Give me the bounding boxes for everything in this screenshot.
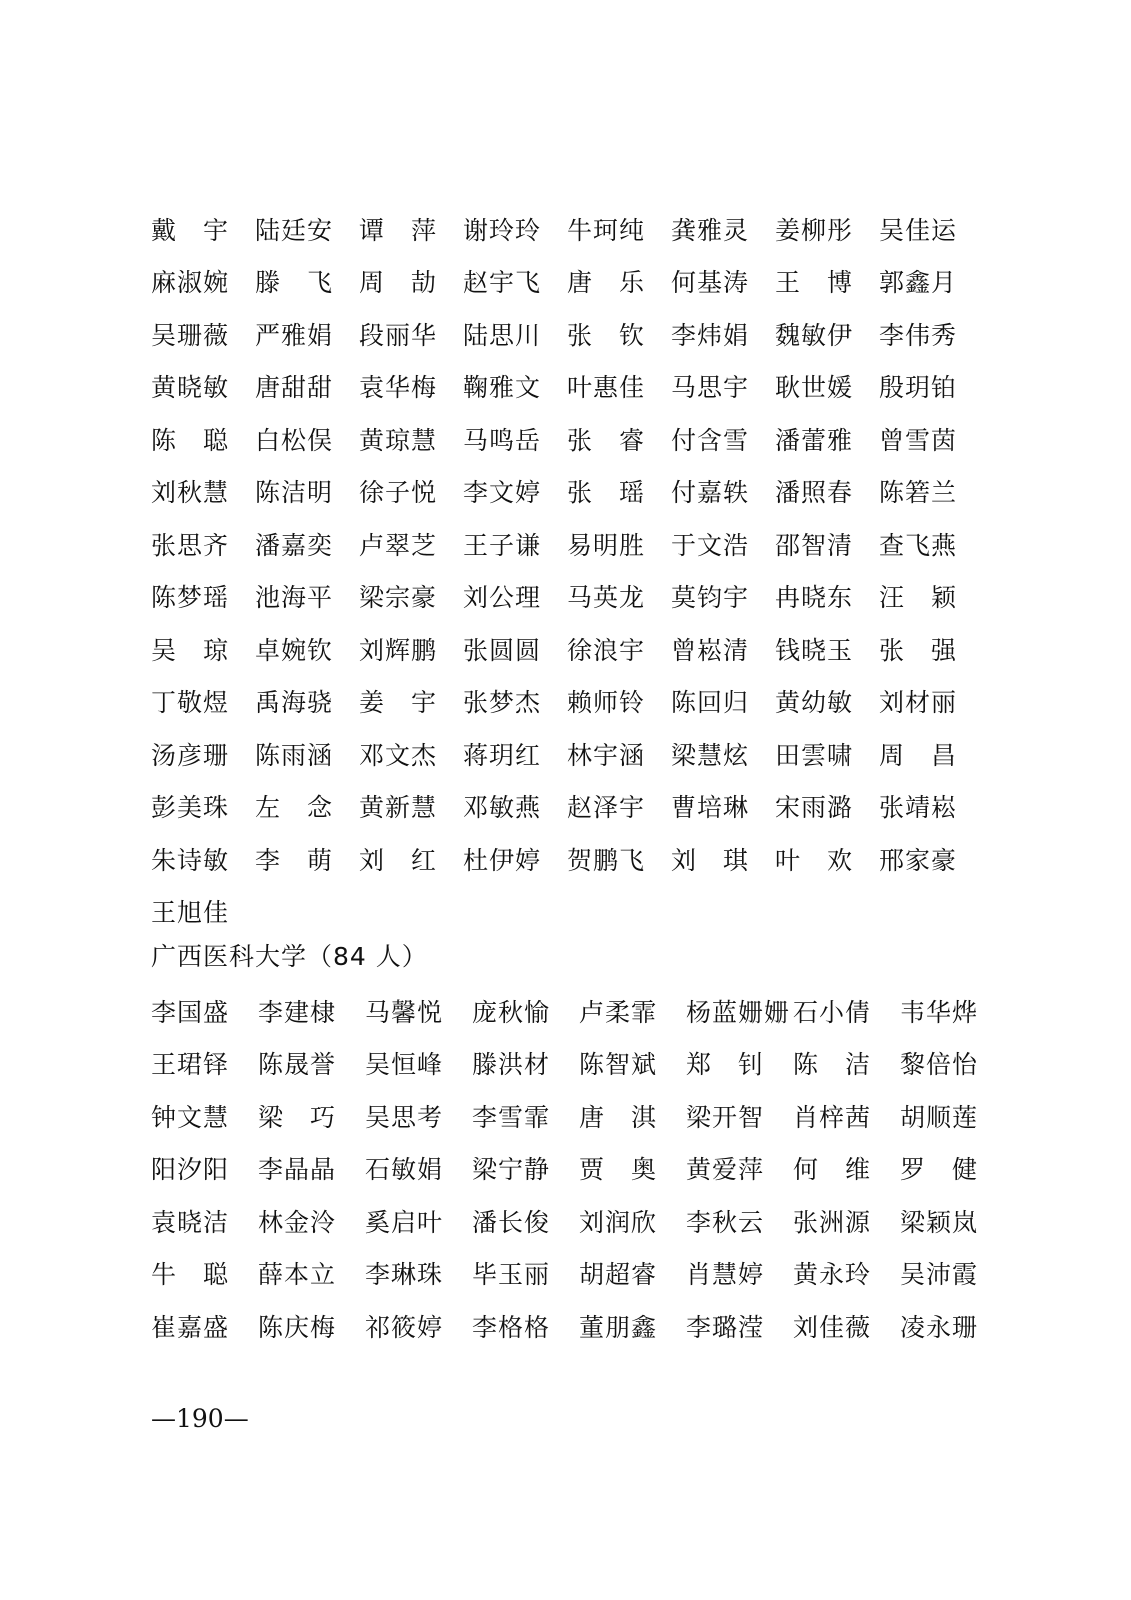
- name-entry: 潘蕾雅: [775, 425, 854, 455]
- name-entry: 易明胜: [567, 530, 646, 560]
- name-entry: 刘材丽: [879, 688, 958, 718]
- name-entry: 吴 琼: [151, 635, 229, 665]
- name-entry: 潘照春: [775, 478, 854, 508]
- name-entry: 唐 乐: [567, 268, 645, 298]
- name-entry: 龚雅灵: [671, 215, 750, 245]
- name-entry: 汪 颖: [879, 583, 957, 613]
- name-entry: 奚启叶: [365, 1207, 444, 1237]
- name-entry: 曾崧清: [671, 635, 750, 665]
- name-entry: 肖慧婷: [686, 1260, 765, 1290]
- name-entry: 唐 淇: [579, 1102, 657, 1132]
- name-entry: 董朋鑫: [579, 1312, 658, 1342]
- name-entry: 肖梓茜: [793, 1102, 872, 1132]
- name-entry: 唐甜甜: [255, 373, 334, 403]
- name-entry: 马馨悦: [365, 997, 444, 1027]
- name-entry: 石敏娟: [365, 1155, 444, 1185]
- name-entry: 冉晓东: [775, 583, 854, 613]
- name-entry: 祁筱婷: [365, 1312, 444, 1342]
- name-entry: 田雲啸: [775, 740, 854, 770]
- name-entry: 付嘉轶: [671, 478, 750, 508]
- name-entry: 于文浩: [671, 530, 750, 560]
- name-entry: 陈智斌: [579, 1050, 658, 1080]
- name-entry: 李晶晶: [258, 1155, 337, 1185]
- name-entry: 禹海骁: [255, 688, 334, 718]
- name-entry: 陈梦瑶: [151, 583, 230, 613]
- name-entry: 张圆圆: [463, 635, 542, 665]
- name-entry: 王旭佳: [151, 898, 230, 928]
- name-entry: 钱晓玉: [775, 635, 854, 665]
- name-entry: 滕洪材: [472, 1050, 551, 1080]
- name-entry: 潘嘉奕: [255, 530, 334, 560]
- name-entry: 陈庆梅: [258, 1312, 337, 1342]
- name-entry: 刘秋慧: [151, 478, 230, 508]
- name-entry: 陈 洁: [793, 1050, 871, 1080]
- name-entry: 刘 琪: [671, 845, 749, 875]
- name-entry: 李文婷: [463, 478, 542, 508]
- name-entry: 庞秋愉: [472, 997, 551, 1027]
- name-entry: 吴沛霞: [900, 1260, 979, 1290]
- name-entry: 严雅娟: [255, 320, 334, 350]
- name-entry: 阳汐阳: [151, 1155, 230, 1185]
- name-entry: 耿世媛: [775, 373, 854, 403]
- name-entry: 付含雪: [671, 425, 750, 455]
- name-entry: 蒋玥红: [463, 740, 542, 770]
- name-entry: 郭鑫月: [879, 268, 958, 298]
- name-entry: 李伟秀: [879, 320, 958, 350]
- name-entry: 黄爱萍: [686, 1155, 765, 1185]
- name-entry: 赵泽宇: [567, 793, 646, 823]
- name-entry: 钟文慧: [151, 1102, 230, 1132]
- name-entry: 黄琼慧: [359, 425, 438, 455]
- name-entry: 曹培琳: [671, 793, 750, 823]
- name-entry: 池海平: [255, 583, 334, 613]
- name-entry: 吴佳运: [879, 215, 958, 245]
- name-entry: 滕 飞: [255, 268, 333, 298]
- name-entry: 贾 奥: [579, 1155, 657, 1185]
- name-entry: 李雪霏: [472, 1102, 551, 1132]
- name-entry: 李琳珠: [365, 1260, 444, 1290]
- name-entry: 刘公理: [463, 583, 542, 613]
- name-entry: 王 博: [775, 268, 853, 298]
- name-entry: 张 瑶: [567, 478, 645, 508]
- name-entry: 潘长俊: [472, 1207, 551, 1237]
- name-entry: 李璐滢: [686, 1312, 765, 1342]
- section-title: 广西医科大学（84 人）: [151, 942, 428, 971]
- name-entry: 陈洁明: [255, 478, 334, 508]
- name-entry: 魏敏伊: [775, 320, 854, 350]
- name-entry: 梁颖岚: [900, 1207, 979, 1237]
- name-entry: 袁晓洁: [151, 1207, 230, 1237]
- name-entry: 刘润欣: [579, 1207, 658, 1237]
- name-entry: 袁华梅: [359, 373, 438, 403]
- name-entry: 张思齐: [151, 530, 230, 560]
- name-entry: 赵宇飞: [463, 268, 542, 298]
- name-entry: 查飞燕: [879, 530, 958, 560]
- name-entry: 叶惠佳: [567, 373, 646, 403]
- name-entry: 张 强: [879, 635, 957, 665]
- name-entry: 卓婉钦: [255, 635, 334, 665]
- name-entry: 周 昌: [879, 740, 957, 770]
- name-entry: 梁 巧: [258, 1102, 336, 1132]
- name-entry: 殷玥铂: [879, 373, 958, 403]
- name-entry: 曾雪茵: [879, 425, 958, 455]
- name-entry: 陆廷安: [255, 215, 334, 245]
- name-entry: 姜 宇: [359, 688, 437, 718]
- name-entry: 黄永玲: [793, 1260, 872, 1290]
- name-entry: 张洲源: [793, 1207, 872, 1237]
- name-entry: 黄晓敏: [151, 373, 230, 403]
- name-entry: 薛本立: [258, 1260, 337, 1290]
- name-entry: 朱诗敏: [151, 845, 230, 875]
- name-entry: 李国盛: [151, 997, 230, 1027]
- name-entry: 周 劼: [359, 268, 437, 298]
- name-entry: 王珺铎: [151, 1050, 230, 1080]
- name-entry: 鞠雅文: [463, 373, 542, 403]
- name-entry: 麻淑婉: [151, 268, 230, 298]
- name-entry: 吴恒峰: [365, 1050, 444, 1080]
- name-entry: 陆思川: [463, 320, 542, 350]
- name-entry: 黄幼敏: [775, 688, 854, 718]
- name-entry: 宋雨潞: [775, 793, 854, 823]
- name-entry: 丁敬煜: [151, 688, 230, 718]
- name-entry: 陈雨涵: [255, 740, 334, 770]
- name-entry: 王子谦: [463, 530, 542, 560]
- name-entry: 石小倩: [793, 997, 872, 1027]
- name-entry: 毕玉丽: [472, 1260, 551, 1290]
- name-entry: 崔嘉盛: [151, 1312, 230, 1342]
- name-entry: 谢玲玲: [463, 215, 542, 245]
- name-entry: 李建棣: [258, 997, 337, 1027]
- name-entry: 梁慧炫: [671, 740, 750, 770]
- name-entry: 何基涛: [671, 268, 750, 298]
- name-entry: 陈回归: [671, 688, 750, 718]
- name-entry: 吴珊薇: [151, 320, 230, 350]
- name-entry: 马鸣岳: [463, 425, 542, 455]
- name-entry: 李 萌: [255, 845, 333, 875]
- name-entry: 赖师铃: [567, 688, 646, 718]
- name-entry: 牛 聪: [151, 1260, 229, 1290]
- name-entry: 邓文杰: [359, 740, 438, 770]
- name-entry: 黄新慧: [359, 793, 438, 823]
- name-entry: 邵智清: [775, 530, 854, 560]
- name-entry: 李秋云: [686, 1207, 765, 1237]
- name-entry: 邓敏燕: [463, 793, 542, 823]
- name-entry: 吴思考: [365, 1102, 444, 1132]
- name-entry: 杨蓝姗姗: [686, 997, 791, 1027]
- name-entry: 张 钦: [567, 320, 645, 350]
- name-entry: 卢翠芝: [359, 530, 438, 560]
- name-entry: 胡超睿: [579, 1260, 658, 1290]
- name-entry: 邢家豪: [879, 845, 958, 875]
- name-entry: 马思宇: [671, 373, 750, 403]
- name-entry: 白松俣: [255, 425, 334, 455]
- name-entry: 刘辉鹏: [359, 635, 438, 665]
- name-entry: 黎倍怡: [900, 1050, 979, 1080]
- name-entry: 彭美珠: [151, 793, 230, 823]
- name-entry: 张梦杰: [463, 688, 542, 718]
- name-entry: 罗 健: [900, 1155, 978, 1185]
- page-number: —190—: [151, 1404, 249, 1433]
- name-entry: 马英龙: [567, 583, 646, 613]
- name-entry: 李格格: [472, 1312, 551, 1342]
- name-entry: 梁宁静: [472, 1155, 551, 1185]
- name-entry: 林宇涵: [567, 740, 646, 770]
- name-entry: 梁开智: [686, 1102, 765, 1132]
- name-entry: 戴 宇: [151, 215, 229, 245]
- name-entry: 徐浪宇: [567, 635, 646, 665]
- name-entry: 左 念: [255, 793, 333, 823]
- name-entry: 张靖崧: [879, 793, 958, 823]
- name-entry: 林金泠: [258, 1207, 337, 1237]
- name-entry: 胡顺莲: [900, 1102, 979, 1132]
- name-entry: 姜柳彤: [775, 215, 854, 245]
- name-entry: 何 维: [793, 1155, 871, 1185]
- name-entry: 牛珂纯: [567, 215, 646, 245]
- name-entry: 凌永珊: [900, 1312, 979, 1342]
- name-entry: 徐子悦: [359, 478, 438, 508]
- name-entry: 叶 欢: [775, 845, 853, 875]
- name-entry: 陈 聪: [151, 425, 229, 455]
- name-entry: 卢柔霏: [579, 997, 658, 1027]
- name-entry: 贺鹏飞: [567, 845, 646, 875]
- name-entry: 汤彦珊: [151, 740, 230, 770]
- name-entry: 李炜娟: [671, 320, 750, 350]
- name-entry: 梁宗豪: [359, 583, 438, 613]
- name-entry: 段丽华: [359, 320, 438, 350]
- name-list-continued: [151, 204, 983, 939]
- name-entry: 谭 萍: [359, 215, 437, 245]
- name-entry: 杜伊婷: [463, 845, 542, 875]
- name-entry: 郑 钊: [686, 1050, 764, 1080]
- name-list-guangxi-medical-university: [151, 986, 1007, 1354]
- name-entry: 刘佳薇: [793, 1312, 872, 1342]
- name-entry: 刘 红: [359, 845, 437, 875]
- name-entry: 陈晟誉: [258, 1050, 337, 1080]
- name-entry: 陈箬兰: [879, 478, 958, 508]
- name-entry: 韦华烨: [900, 997, 979, 1027]
- name-entry: 张 睿: [567, 425, 645, 455]
- name-entry: 莫钧宇: [671, 583, 750, 613]
